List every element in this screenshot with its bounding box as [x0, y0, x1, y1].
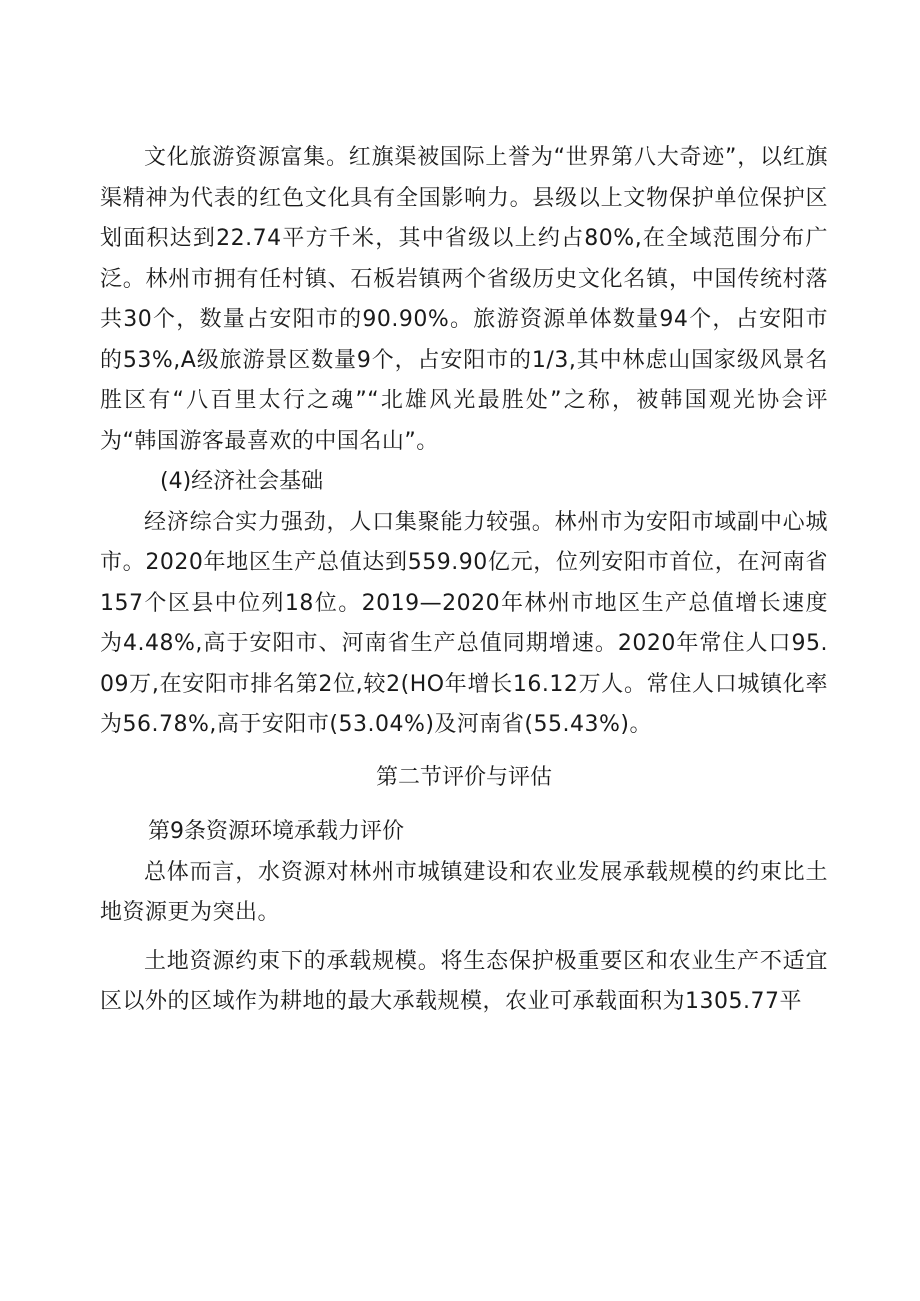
paragraph-economy: 经济综合实力强劲，人口集聚能力较强。林州市为安阳市域副中心城市。2020年地区生产总值达到559.90亿元，位列安阳市首位，在河南省157个区县中位列18位。2019—2020年林州市地区生产总值增长速度为4.48%,高于安阳市、河南省生产总值同期增速。2020年常住人口95.09万,在安阳市排名第2位,较2(HO年增长16.12万人。常住人口城镇化率为56.78%,高于安阳市(53.04%)及河南省(55.43%)。	[100, 509, 828, 737]
document-body	[100, 138, 828, 1023]
subheading-economy: (4)经济社会基础	[160, 469, 324, 494]
paragraph-culture-tourism: 文化旅游资源富集。红旗渠被国际上誉为“世界第八大奇迹”，以红旗渠精神为代表的红色文化具有全国影响力。县级以上文物保护单位保护区划面积达到22.74平方千米，其中省级以上约占80%,在全域范围分布广泛。林州市拥有任村镇、石板岩镇两个省级历史文化名镇，中国传统村落共30个，数量占安阳市的90.90%。旅游资源单体数量94个，占安阳市的53%,A级旅游景区数量9个，占安阳市的1/3,其中林虑山国家级风景名胜区有“八百里太行之魂”“北雄风光最胜处”之称，被韩国观光协会评为“韩国游客最喜欢的中国名山”。	[100, 145, 828, 454]
paragraph-overall: 总体而言，水资源对林州市城镇建设和农业发展承载规模的约束比土地资源更为突出。	[100, 859, 828, 925]
paragraph-land-resources: 土地资源约束下的承载规模。将生态保护极重要区和农业生产不适宜区以外的区域作为耕地的最大承载规模，农业可承载面积为1305.77平	[100, 948, 828, 1014]
article-title: 第9条资源环境承载力评价	[148, 819, 404, 844]
section-title: 第二节评价与评估	[375, 764, 552, 790]
paragraph-gap	[100, 934, 828, 942]
